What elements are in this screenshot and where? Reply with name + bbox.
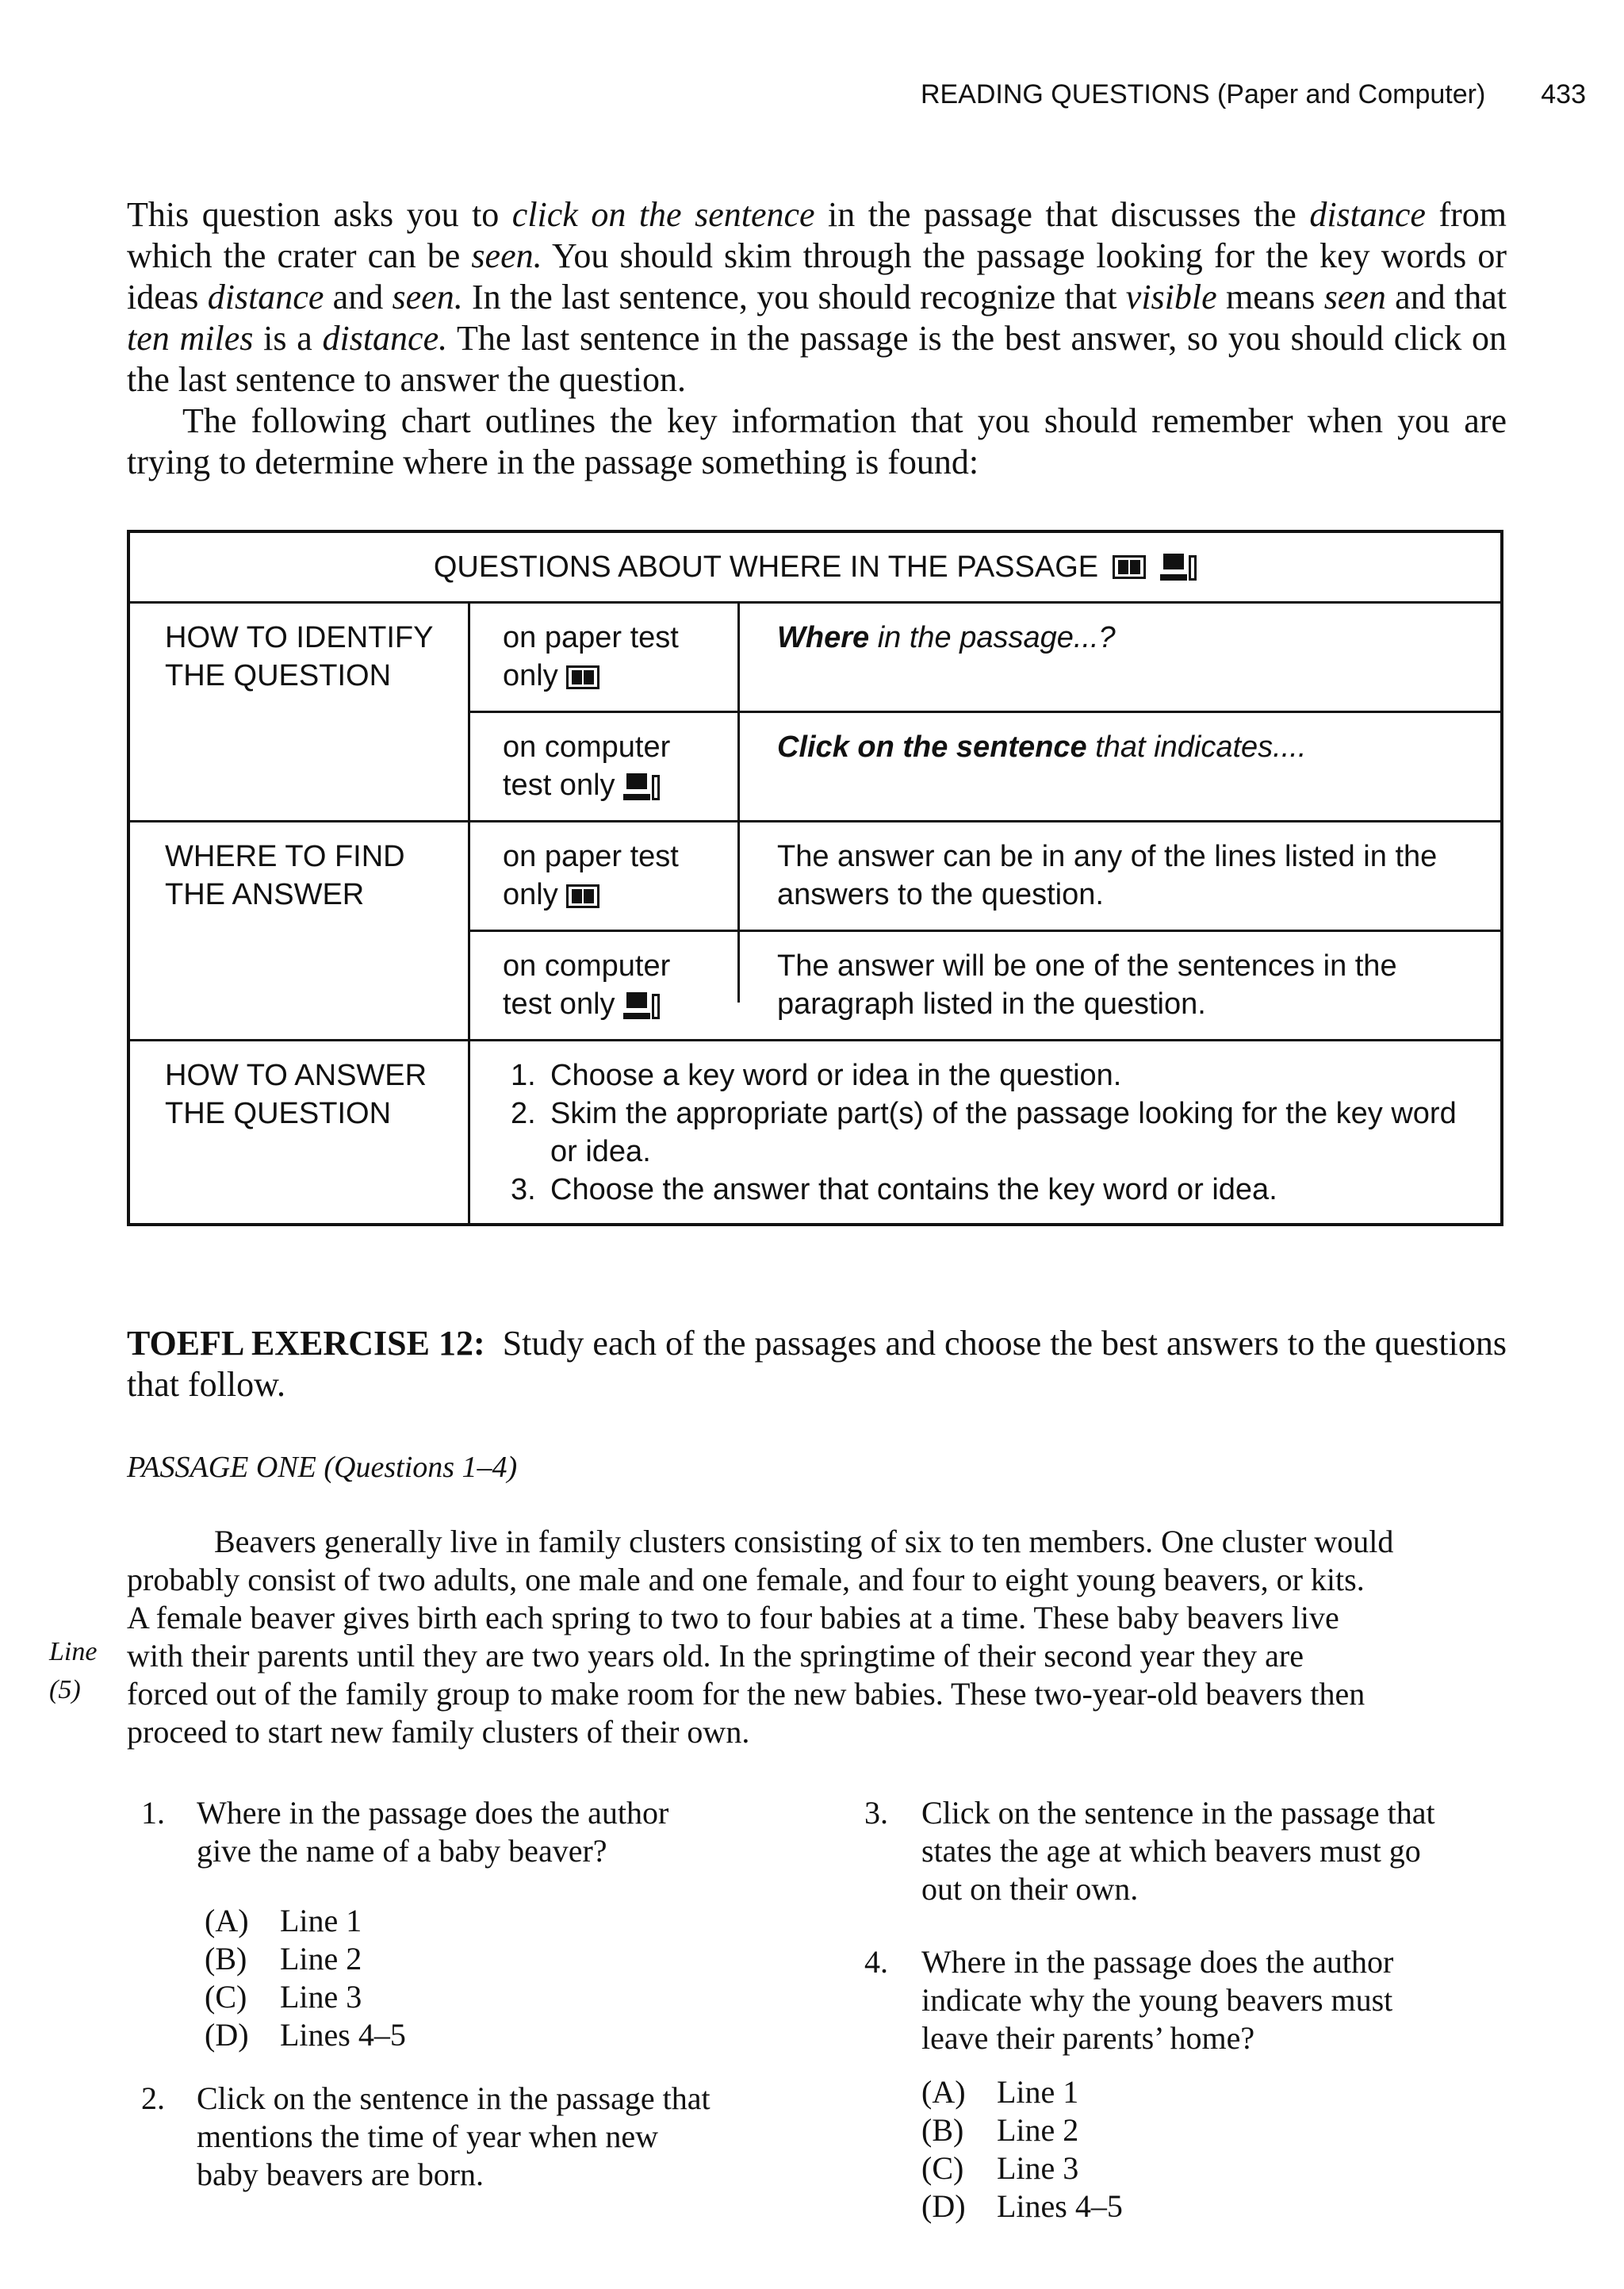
identify-paper-text: Where in the passage...? [777,621,1116,654]
key-info-chart [127,530,1503,1226]
passage-line: with their parents until they are two years old. In the springtime of their second year they are [127,1638,1304,1674]
row-label-identify: HOW TO IDENTIFY THE QUESTION [165,621,434,692]
find-paper-text: The answer can be in any of the lines listed in the answers to the question. [777,840,1438,911]
paper-test-icon [566,665,599,689]
line-label: Line [49,1637,98,1666]
passage-title: PASSAGE ONE (Questions 1–4) [127,1451,518,1484]
running-header [904,79,1586,110]
exercise-label: TOEFL EXERCISE 12: [127,1324,485,1363]
computer-test-icon [623,773,660,800]
answer-option[interactable]: (C) Line 3 [205,1979,362,2015]
question-1: 1. Where in the passage does the author give the name of a baby beaver? (A) Line 1 (B) Line 2 (C) Line 3 (D) Lines 4–5 [141,1794,791,2054]
question-4: 4. Where in the passage does the author indicate why the young beavers must leave their parents’ home? (A) Line 1 (B) Line 2 (C) Line 3 (D) Lines 4–5 [864,1943,1546,2226]
question-2: 2. Click on the sentence in the passage that mentions the time of year when new baby beavers are born. [141,2080,710,2192]
chart-title: QUESTIONS ABOUT WHERE IN THE PASSAGE [130,533,1500,604]
answer-option[interactable]: (D) Lines 4–5 [921,2188,1123,2224]
answer-option[interactable]: (A) Line 1 [921,2074,1079,2110]
step-2-cont: or idea. [550,1135,651,1168]
computer-test-icon [623,992,660,1019]
intro-paragraph-2: The following chart outlines the key information that you should remember when you are trying to determine where in the passage something is found: [127,401,1507,481]
question-3: 3. Click on the sentence in the passage that states the age at which beavers must go out on their own. [864,1795,1435,1907]
header-title: READING QUESTIONS (Paper and Computer) [920,79,1486,109]
passage-one [127,1523,1507,1751]
step-1: 1. Choose a key word or idea in the question. [511,1059,1122,1092]
passage-line: Beavers generally live in family clusters consisting of six to ten members. One cluster would [214,1524,1394,1559]
paper-test-icon [1113,555,1146,579]
step-3: 3. Choose the answer that contains the key word or idea. [511,1173,1277,1206]
step-2: 2. Skim the appropriate part(s) of the passage looking for the key word [511,1097,1457,1130]
passage-line: probably consist of two adults, one male and one female, and four to eight young beavers, or kits. [127,1562,1365,1597]
intro-text [127,194,1507,483]
exercise-instructions: TOEFL EXERCISE 12: Study each of the passages and choose the best answers to the questions that follow. [127,1324,1507,1404]
answer-steps [511,1056,1462,1209]
answer-option[interactable]: (B) Line 2 [205,1941,362,1977]
computer-test-icon [1160,554,1197,581]
answer-option[interactable]: (A) Line 1 [205,1903,362,1938]
row-label-answer: HOW TO ANSWER THE QUESTION [165,1059,427,1130]
find-computer-label: on computer test only [503,949,671,1021]
identify-paper-label: on paper test only [503,621,679,692]
paper-test-icon [566,884,599,908]
identify-computer-text: Click on the sentence that indicates.... [777,730,1307,764]
answer-option[interactable]: (D) Lines 4–5 [205,2017,406,2053]
line-5-label: (5) [49,1675,81,1704]
find-paper-label: on paper test only [503,840,679,911]
find-computer-text: The answer will be one of the sentences in the paragraph listed in the question. [777,949,1397,1021]
intro-paragraph-1: This question asks you to click on the sentence in the passage that discusses the distance from which the crater can be seen. You should skim through the passage looking for the key words or ideas distance and seen. In the last sentence, you should recognize that visible means seen and that ten miles is a distance. The last sentence in the passage is the best answer, so you should click on the last sentence to answer the question. [127,195,1507,399]
identify-computer-label: on computer test only [503,730,671,802]
page-number: 433 [1541,79,1586,109]
answer-option[interactable]: (B) Line 2 [921,2112,1079,2148]
passage-line: proceed to start new family clusters of their own. [127,1714,750,1750]
passage-line: A female beaver gives birth each spring to two to four babies at a time. These baby beavers live [127,1600,1339,1635]
row-label-find: WHERE TO FIND THE ANSWER [165,840,405,911]
passage-line: forced out of the family group to make room for the new babies. These two-year-old beavers then [127,1676,1365,1712]
answer-option[interactable]: (C) Line 3 [921,2150,1079,2186]
